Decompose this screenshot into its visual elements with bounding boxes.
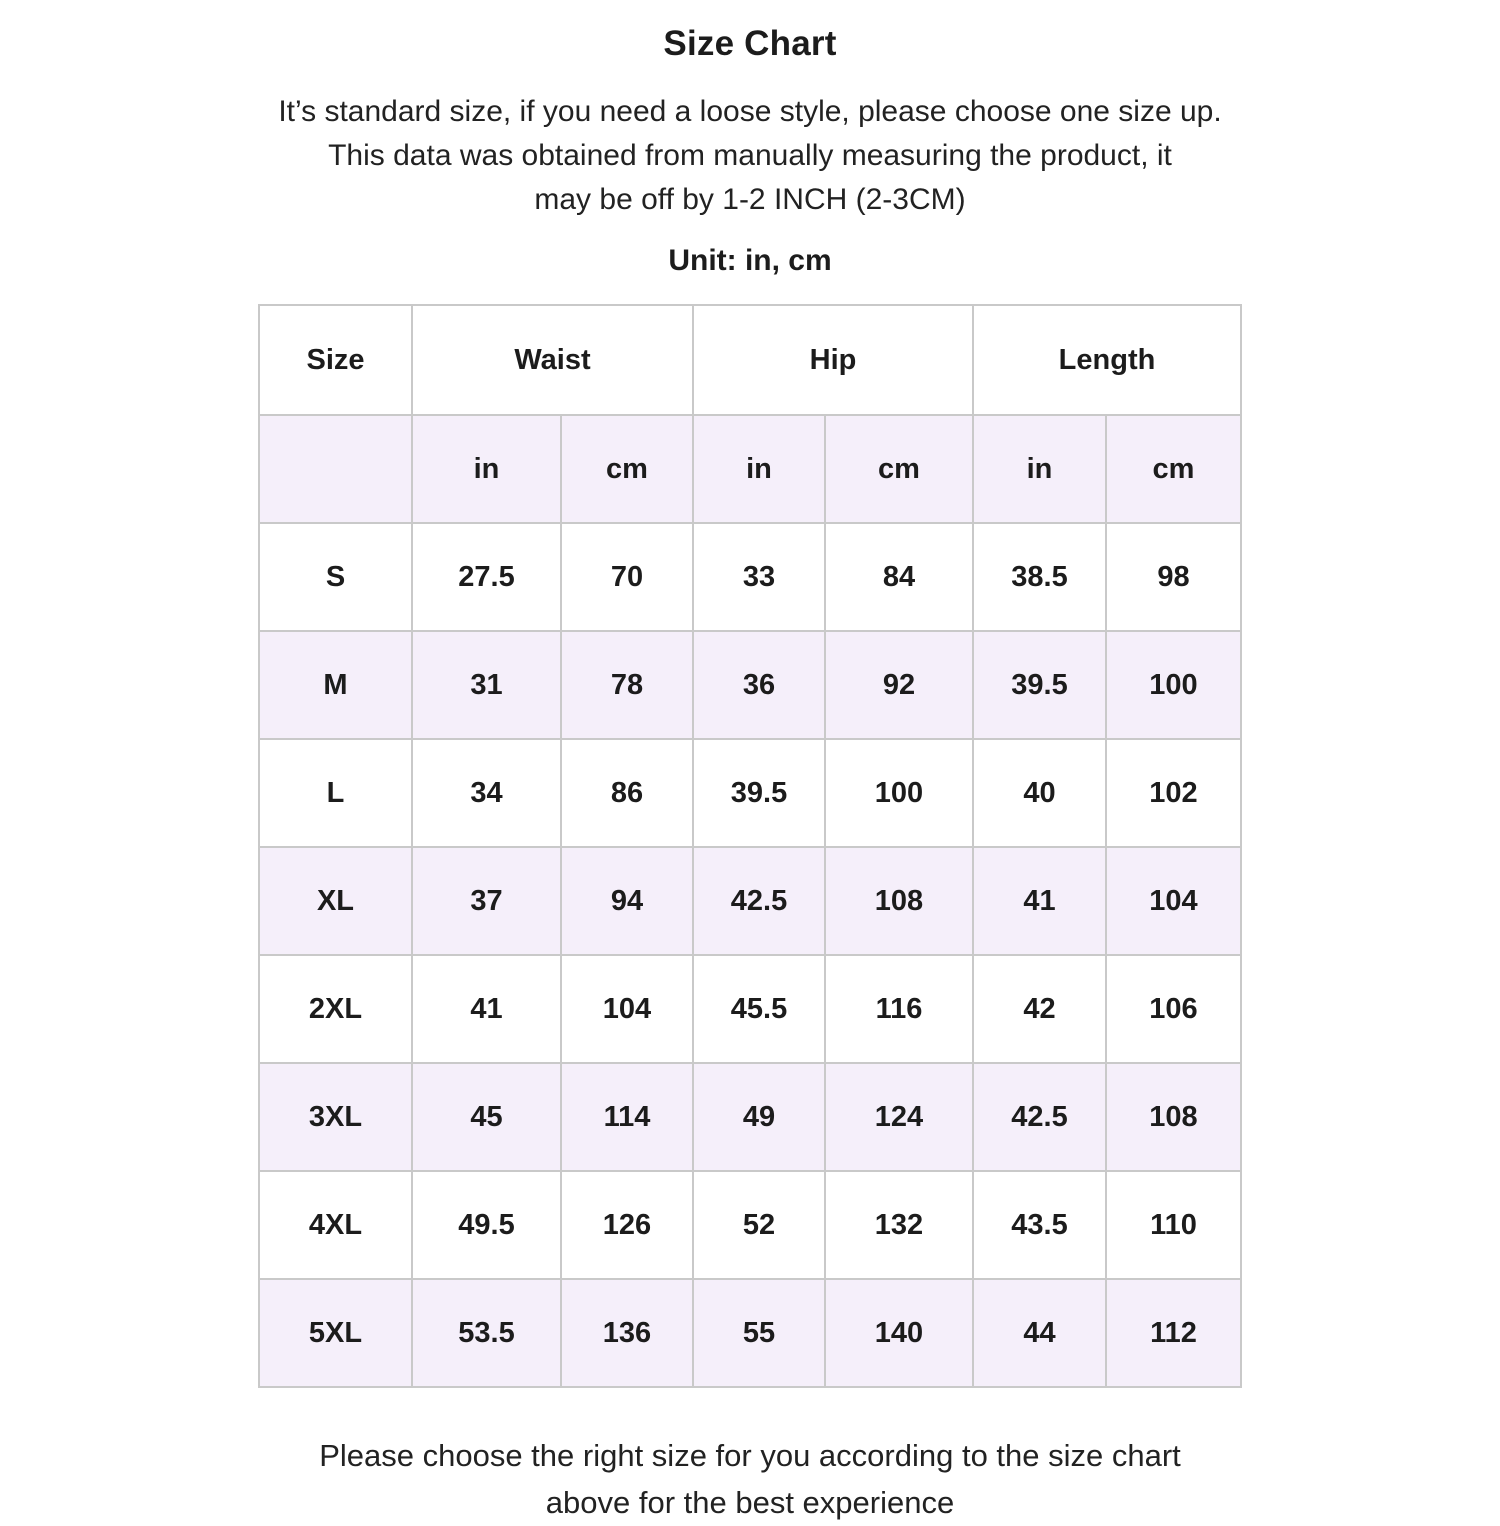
unit-cell: in <box>412 415 561 523</box>
value-cell: 116 <box>825 955 973 1063</box>
table-row-2xl <box>259 955 1241 1063</box>
value-cell: 140 <box>825 1279 973 1387</box>
value-cell: 86 <box>561 739 693 847</box>
value-cell: 38.5 <box>973 523 1106 631</box>
value-cell: 106 <box>1106 955 1241 1063</box>
value-cell: 37 <box>412 847 561 955</box>
disclaimer-line-2: This data was obtained from manually measuring the product, it <box>328 139 1172 172</box>
size-label-cell: 2XL <box>259 955 412 1063</box>
value-cell: 45 <box>412 1063 561 1171</box>
value-cell: 92 <box>825 631 973 739</box>
value-cell: 110 <box>1106 1171 1241 1279</box>
value-cell: 104 <box>561 955 693 1063</box>
page-title: Size Chart <box>663 24 837 63</box>
value-cell: 33 <box>693 523 825 631</box>
size-disclaimer-text <box>0 90 1500 222</box>
value-cell: 70 <box>561 523 693 631</box>
column-header-waist: Waist <box>412 305 693 415</box>
disclaimer-line-1: It’s standard size, if you need a loose style, please choose one size up. <box>278 95 1222 128</box>
table-header-row <box>259 305 1241 415</box>
size-label-cell: 3XL <box>259 1063 412 1171</box>
value-cell: 49 <box>693 1063 825 1171</box>
value-cell: 114 <box>561 1063 693 1171</box>
value-cell: 44 <box>973 1279 1106 1387</box>
value-cell: 42.5 <box>973 1063 1106 1171</box>
value-cell: 108 <box>825 847 973 955</box>
value-cell: 94 <box>561 847 693 955</box>
value-cell: 41 <box>412 955 561 1063</box>
footer-line-1: Please choose the right size for you according to the size chart <box>319 1438 1181 1473</box>
unit-row <box>259 415 1241 523</box>
unit-cell: cm <box>1106 415 1241 523</box>
value-cell: 42 <box>973 955 1106 1063</box>
table-row-xl <box>259 847 1241 955</box>
table-row-s <box>259 523 1241 631</box>
size-label-cell: L <box>259 739 412 847</box>
disclaimer-line-3: may be off by 1-2 INCH (2-3CM) <box>534 183 966 216</box>
column-header-length: Length <box>973 305 1241 415</box>
value-cell: 53.5 <box>412 1279 561 1387</box>
value-cell: 104 <box>1106 847 1241 955</box>
value-cell: 45.5 <box>693 955 825 1063</box>
value-cell: 102 <box>1106 739 1241 847</box>
value-cell: 40 <box>973 739 1106 847</box>
value-cell: 100 <box>1106 631 1241 739</box>
size-label-cell: XL <box>259 847 412 955</box>
column-header-size: Size <box>259 305 412 415</box>
value-cell: 132 <box>825 1171 973 1279</box>
size-label-cell: S <box>259 523 412 631</box>
value-cell: 136 <box>561 1279 693 1387</box>
value-cell: 52 <box>693 1171 825 1279</box>
size-label-cell: 5XL <box>259 1279 412 1387</box>
value-cell: 39.5 <box>693 739 825 847</box>
table-row-4xl <box>259 1171 1241 1279</box>
unit-cell: in <box>973 415 1106 523</box>
value-cell: 112 <box>1106 1279 1241 1387</box>
value-cell: 108 <box>1106 1063 1241 1171</box>
value-cell: 124 <box>825 1063 973 1171</box>
size-label-cell: M <box>259 631 412 739</box>
value-cell: 42.5 <box>693 847 825 955</box>
footer-line-2: above for the best experience <box>545 1485 955 1520</box>
size-chart-table <box>258 304 1242 1388</box>
size-label-cell: 4XL <box>259 1171 412 1279</box>
unit-cell: cm <box>561 415 693 523</box>
value-cell: 39.5 <box>973 631 1106 739</box>
value-cell: 41 <box>973 847 1106 955</box>
value-cell: 31 <box>412 631 561 739</box>
value-cell: 36 <box>693 631 825 739</box>
table-row-l <box>259 739 1241 847</box>
table-row-m <box>259 631 1241 739</box>
unit-cell <box>259 415 412 523</box>
size-chart-page <box>0 24 1500 1524</box>
value-cell: 84 <box>825 523 973 631</box>
footer-note <box>0 1432 1500 1526</box>
value-cell: 34 <box>412 739 561 847</box>
unit-cell: cm <box>825 415 973 523</box>
table-row-3xl <box>259 1063 1241 1171</box>
table-row-5xl <box>259 1279 1241 1387</box>
unit-cell: in <box>693 415 825 523</box>
column-header-hip: Hip <box>693 305 973 415</box>
value-cell: 98 <box>1106 523 1241 631</box>
value-cell: 100 <box>825 739 973 847</box>
value-cell: 43.5 <box>973 1171 1106 1279</box>
unit-label: Unit: in, cm <box>668 244 832 277</box>
value-cell: 126 <box>561 1171 693 1279</box>
value-cell: 49.5 <box>412 1171 561 1279</box>
value-cell: 78 <box>561 631 693 739</box>
value-cell: 27.5 <box>412 523 561 631</box>
value-cell: 55 <box>693 1279 825 1387</box>
